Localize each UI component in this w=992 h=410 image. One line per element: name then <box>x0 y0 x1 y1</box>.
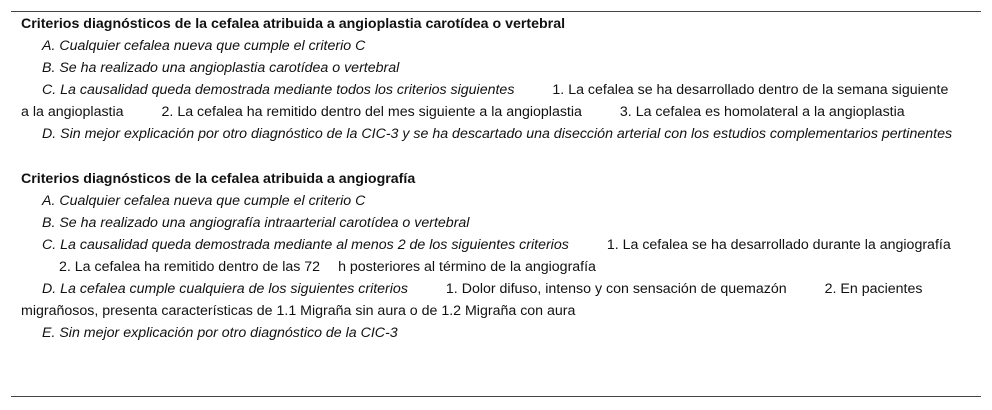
criterion-item: 1. La cefalea se ha desarrollado dentro de la semana siguiente a la angioplastia <box>21 82 949 121</box>
section-title: Criterios diagnósticos de la cefalea atribuida a angiografía <box>21 170 416 187</box>
criterion-label: B. Se ha realizado una angioplastia carotídea o vertebral <box>42 60 400 77</box>
criterion-label: E. Sin mejor explicación por otro diagnóstico de la CIC-3 <box>42 325 398 342</box>
criterion-label: A. Cualquier cefalea nueva que cumple el criterio C <box>42 192 366 209</box>
criterion-item: 2. La cefalea ha remitido dentro de las 72 <box>59 258 321 275</box>
criterion-label: C. La causalidad queda demostrada mediante todos los criterios siguientes <box>42 82 515 99</box>
criterion-b <box>21 212 956 234</box>
criterion-d <box>21 278 956 322</box>
criterion-item: 2. En pacientes migrañosos, presenta características de 1.1 Migraña sin aura o de 1.2 Migraña con aura <box>21 281 923 320</box>
criterion-item: 3. La cefalea es homolateral a la angioplastia <box>619 104 905 121</box>
criteria-content <box>21 13 956 344</box>
criterion-d <box>21 123 956 145</box>
section-title: Criterios diagnósticos de la cefalea atribuida a angioplastia carotídea o vertebral <box>21 16 566 32</box>
criterion-label: D. Sin mejor explicación por otro diagnóstico de la CIC-3 y se ha descartado una disección arterial con los estudios complementarios pertinentes <box>42 126 953 143</box>
criterion-a <box>21 190 956 212</box>
criterion-label: D. La cefalea cumple cualquiera de los siguientes criterios <box>42 281 408 298</box>
criterion-label: B. Se ha realizado una angiografía intraarterial carotídea o vertebral <box>42 214 470 231</box>
criterion-b <box>21 57 956 79</box>
criterion-c <box>21 79 956 123</box>
criterion-item: 1. Dolor difuso, intenso y con sensación de quemazón <box>445 281 787 298</box>
criterion-item: 1. La cefalea se ha desarrollado durante la angiografía <box>606 236 951 253</box>
criterion-label: A. Cualquier cefalea nueva que cumple el criterio C <box>42 38 366 55</box>
criterion-e <box>21 322 956 344</box>
criterion-item: h posteriores al término de la angiografía <box>338 258 596 275</box>
criterion-item: 2. La cefalea ha remitido dentro del mes siguiente a la angioplastia <box>161 104 582 121</box>
criterion-a <box>21 35 956 57</box>
criterion-label: C. La causalidad queda demostrada mediante al menos 2 de los siguientes criterios <box>42 236 569 253</box>
criterion-c <box>21 234 956 278</box>
